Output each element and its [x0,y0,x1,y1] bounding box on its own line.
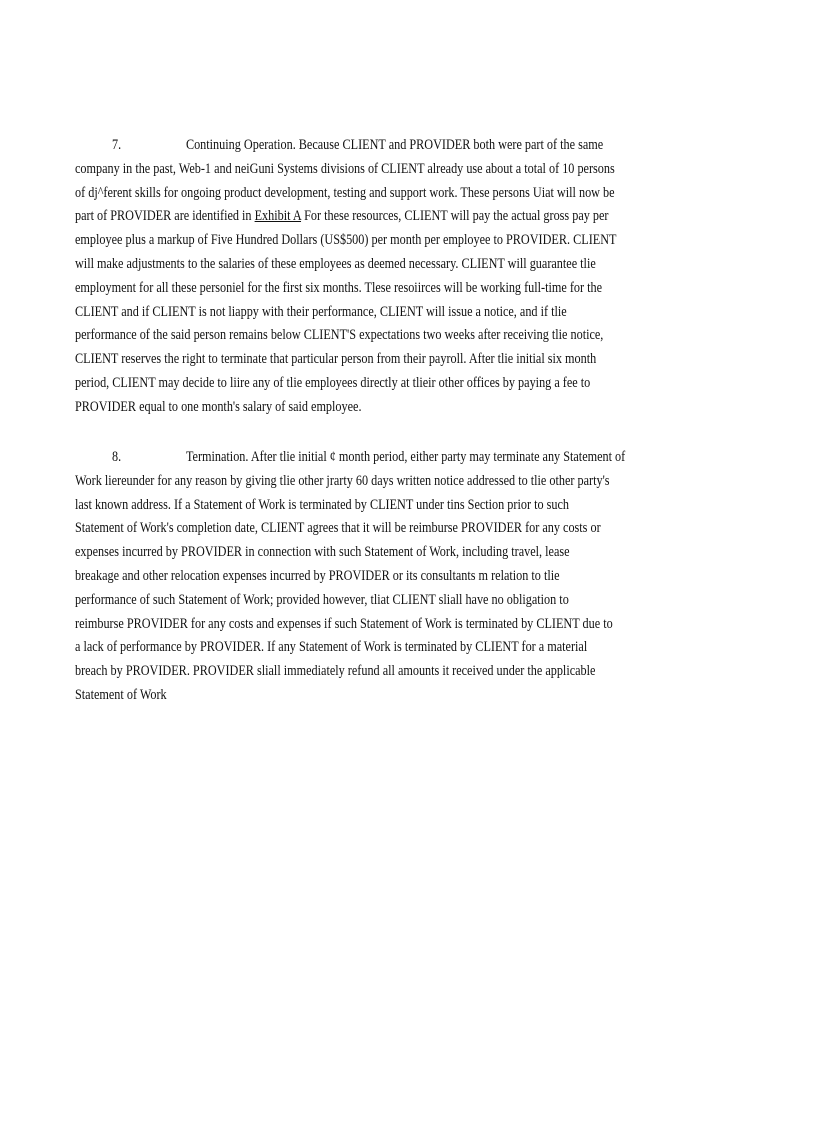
section-8-line: Work liereunder for any reason by giving tlie other jrarty 60 days written notice addressed to tlie other party's [75,472,610,489]
section-7-line: performance of the said person remains below CLIENT'S expectations two weeks after receiving tlie notice, [75,327,604,344]
section-8-line: breach by PROVIDER. PROVIDER sliall immediately refund all amounts it received under the applicable [75,663,596,680]
section-7-line: of dj^ferent skills for ongoing product development, testing and support work. These persons Uiat will now be [75,184,615,201]
section-7-line-pre: part of PROVIDER are identified in [75,208,255,225]
section-7-line: PROVIDER equal to one month's salary of said employee. [75,398,362,415]
section-7-line: period, CLIENT may decide to liire any of tlie employees directly at tlieir other offices by paying a fee to [75,374,591,391]
section-7-line-post: For these resources, CLIENT will pay the actual gross pay per [301,208,609,225]
section-8-first-line [75,446,626,470]
section-8-line: performance of such Statement of Work; provided however, tliat CLIENT sliall have no obligation to [75,591,569,608]
section-8-termination [75,446,626,708]
section-7-line: company in the past, Web-1 and neiGuni Systems divisions of CLIENT already use about a total of 10 persons [75,160,615,177]
section-8-heading-text: Termination. After tlie initial ¢ month period, either party may terminate any Statement of [185,449,626,465]
section-8-line: breakage and other relocation expenses incurred by PROVIDER or its consultants m relation to tlie [75,567,560,584]
section-7-line: CLIENT reserves the right to terminate that particular person from their payroll. After tlie initial six month [75,351,597,368]
section-8-line: last known address. If a Statement of Work is terminated by CLIENT under tins Section prior to such [75,496,569,513]
section-7-heading-text: Continuing Operation. Because CLIENT and PROVIDER both were part of the same [185,137,604,153]
section-7-exhibit-line [75,205,609,229]
section-8-line: Statement of Work [75,686,167,703]
section-7-line: CLIENT and if CLIENT is not liappy with their performance, CLIENT will issue a notice, and if tlie [75,303,567,320]
section-7-first-line [75,134,604,158]
section-8-line: Statement of Work's completion date, CLIENT agrees that it will be reimburse PROVIDER for any costs or [75,520,601,537]
section-7-continuing-operation [75,134,617,420]
section-7-line: employee plus a markup of Five Hundred Dollars (US$500) per month per employee to PROVIDER. CLIENT [75,232,617,249]
section-8-line: expenses incurred by PROVIDER in connection with such Statement of Work, including travel, lease [75,544,570,561]
section-7-number: 7. [111,137,122,153]
section-7-line: will make adjustments to the salaries of these employees as deemed necessary. CLIENT will guarantee tlie [75,255,596,272]
section-8-line: a lack of performance by PROVIDER. If any Statement of Work is terminated by CLIENT for a material [75,639,588,656]
section-8-line: reimburse PROVIDER for any costs and expenses if such Statement of Work is terminated by CLIENT due to [75,615,613,632]
section-7-line: employment for all these personiel for the first six months. Tlese resoiirces will be working full-time for the [75,279,603,296]
exhibit-a-reference: Exhibit A [254,208,302,225]
section-8-number: 8. [111,449,122,465]
